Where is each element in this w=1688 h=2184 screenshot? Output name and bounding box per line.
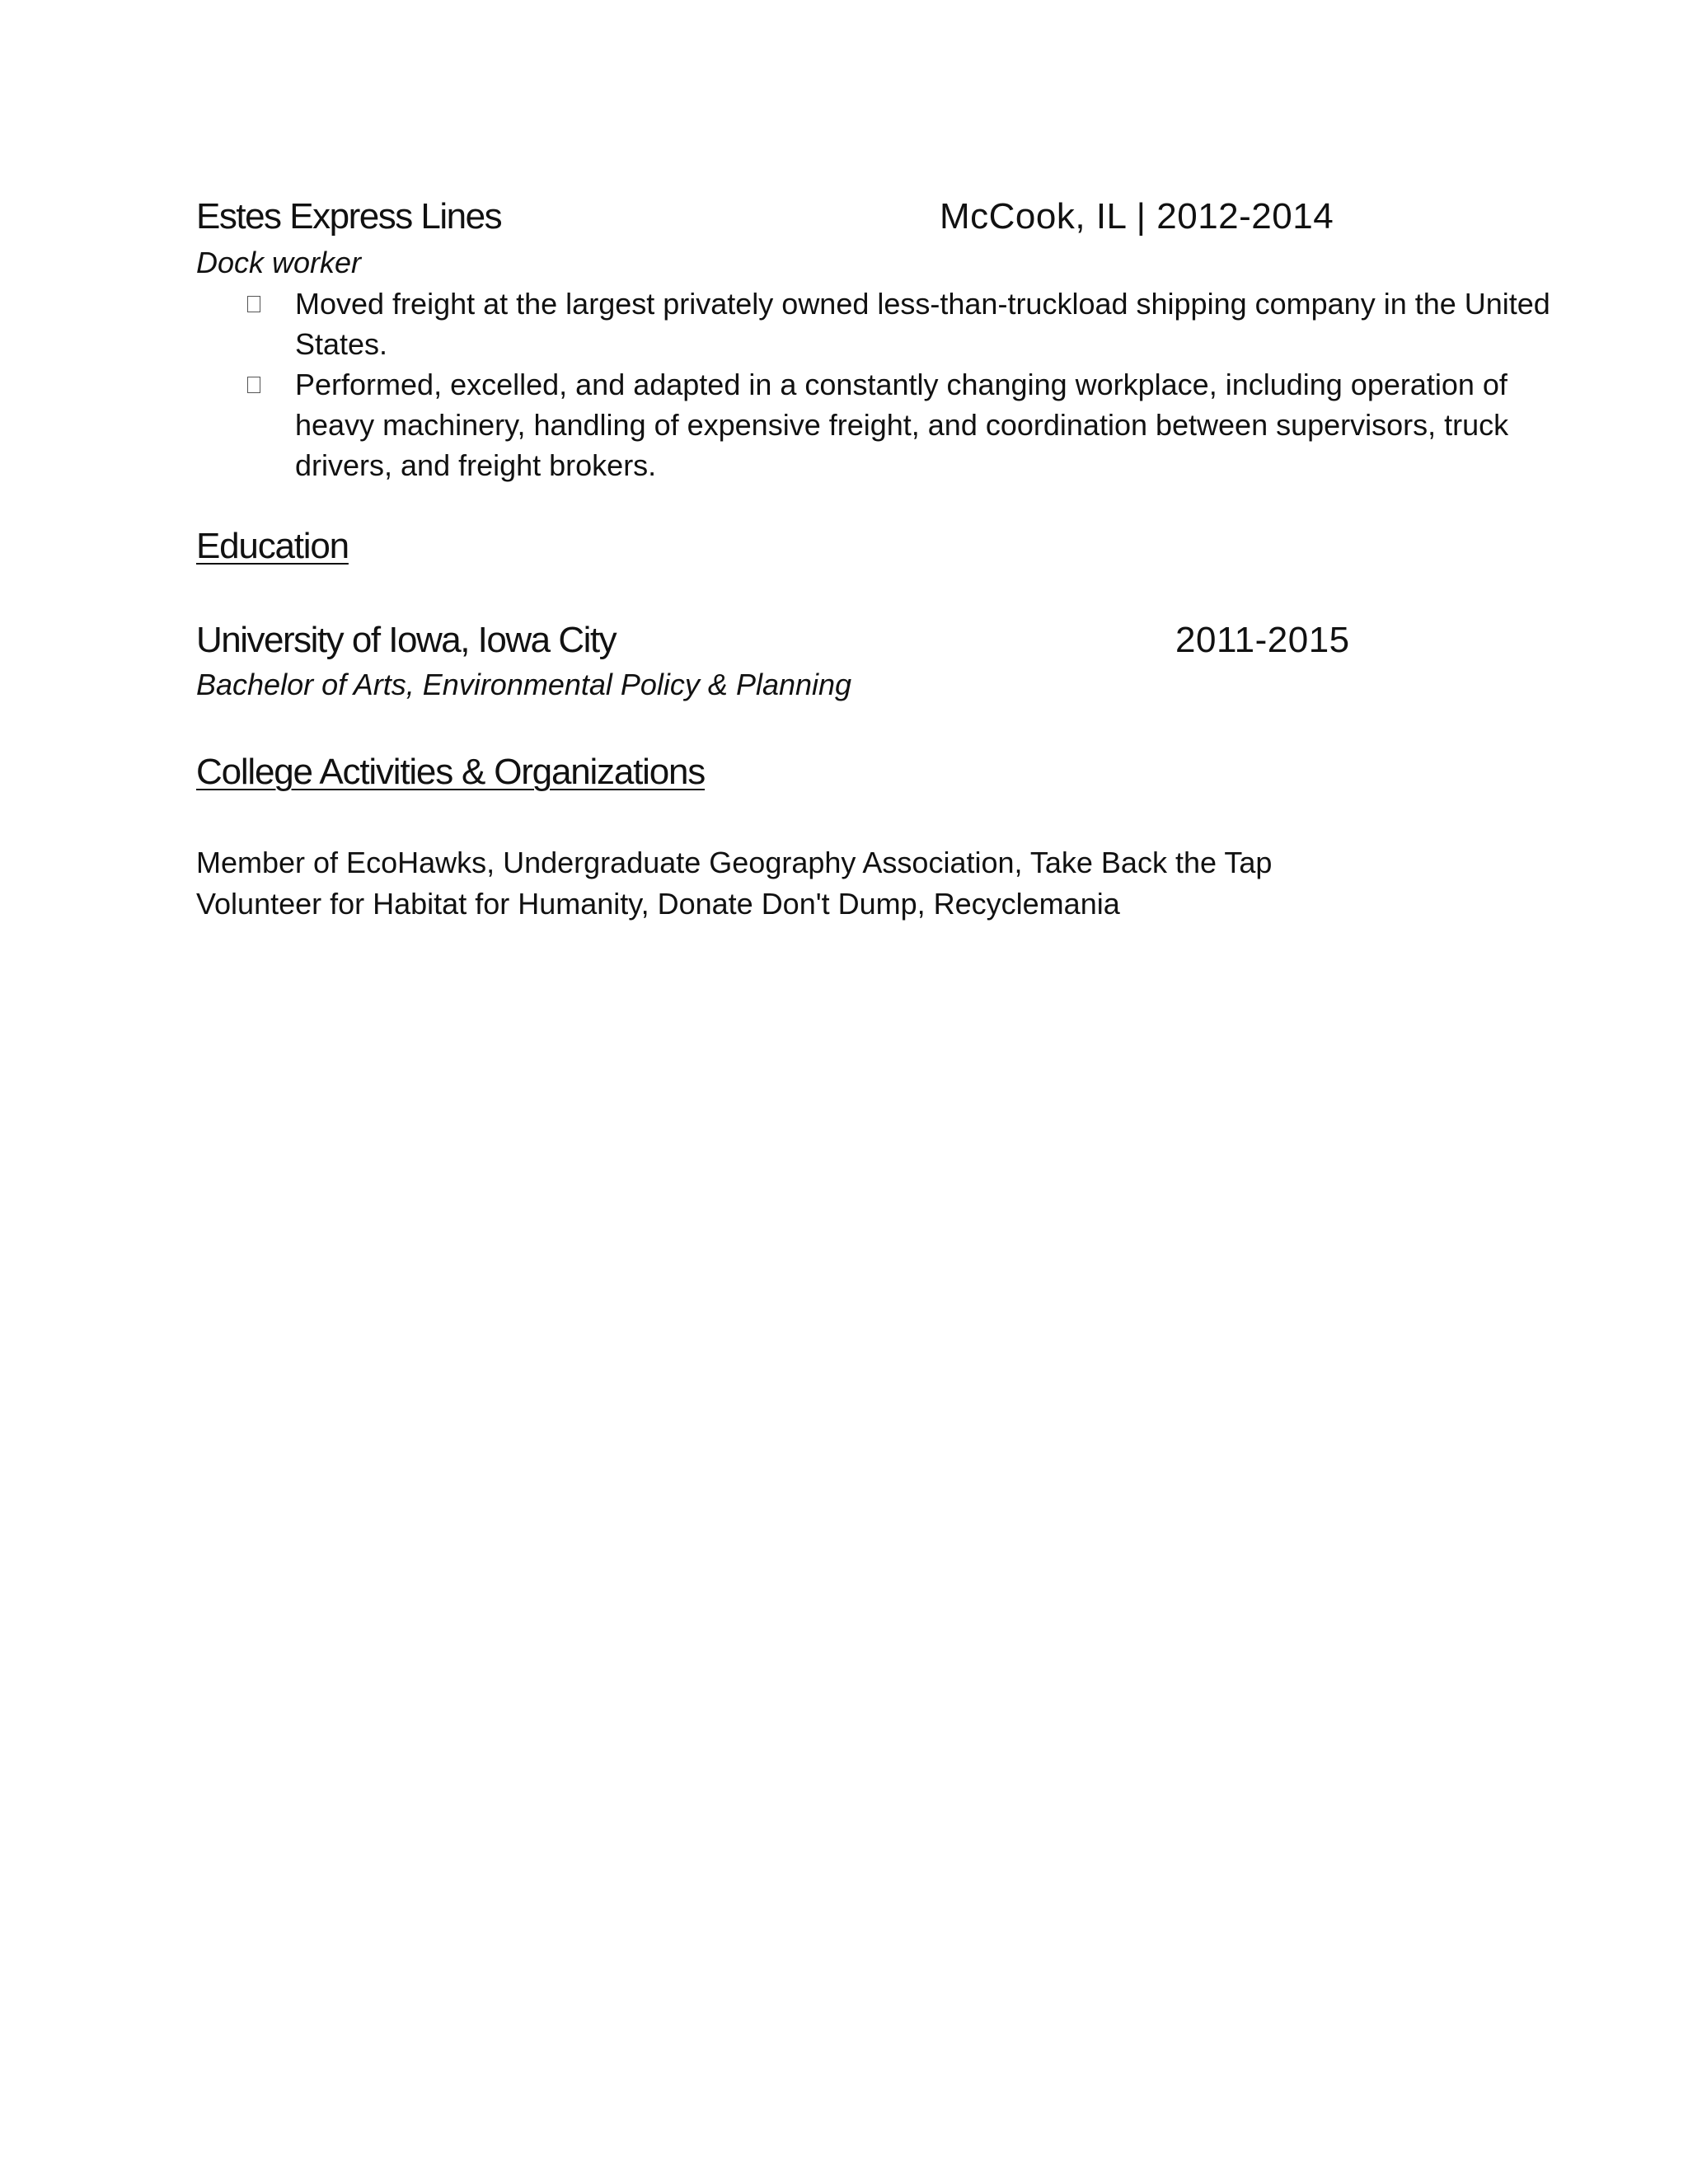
education-heading: Education bbox=[196, 526, 349, 566]
job-bullet-text: Moved freight at the largest privately owned less-than-truckload shipping company in the United States. bbox=[295, 287, 1550, 361]
job-bullet-list bbox=[196, 284, 1550, 485]
activities-heading: College Activities & Organizations bbox=[196, 752, 706, 792]
activity-line-member: Member of EcoHawks, Undergraduate Geography Association, Take Back the Tap bbox=[196, 846, 1273, 879]
checkbox-bullet-icon bbox=[247, 296, 260, 312]
job-bullet-text: Performed, excelled, and adapted in a constantly changing workplace, including operation of heavy machinery, handling of expensive freight, and coordination between supervisors, truck drivers, and freight brokers. bbox=[295, 368, 1509, 482]
job-bullet-item bbox=[196, 284, 1614, 364]
school-name: University of Iowa, Iowa City bbox=[196, 620, 617, 660]
school-years: 2011-2015 bbox=[1175, 620, 1350, 660]
company-name: Estes Express Lines bbox=[196, 196, 502, 237]
job-role: Dock worker bbox=[196, 246, 362, 279]
checkbox-bullet-icon bbox=[247, 377, 260, 393]
degree: Bachelor of Arts, Environmental Policy & Planning bbox=[196, 668, 852, 701]
job-bullet-item bbox=[196, 364, 1548, 485]
job-location-dates: McCook, IL | 2012-2014 bbox=[940, 196, 1334, 237]
activity-line-volunteer: Volunteer for Habitat for Humanity, Donate Don't Dump, Recyclemania bbox=[196, 887, 1120, 921]
